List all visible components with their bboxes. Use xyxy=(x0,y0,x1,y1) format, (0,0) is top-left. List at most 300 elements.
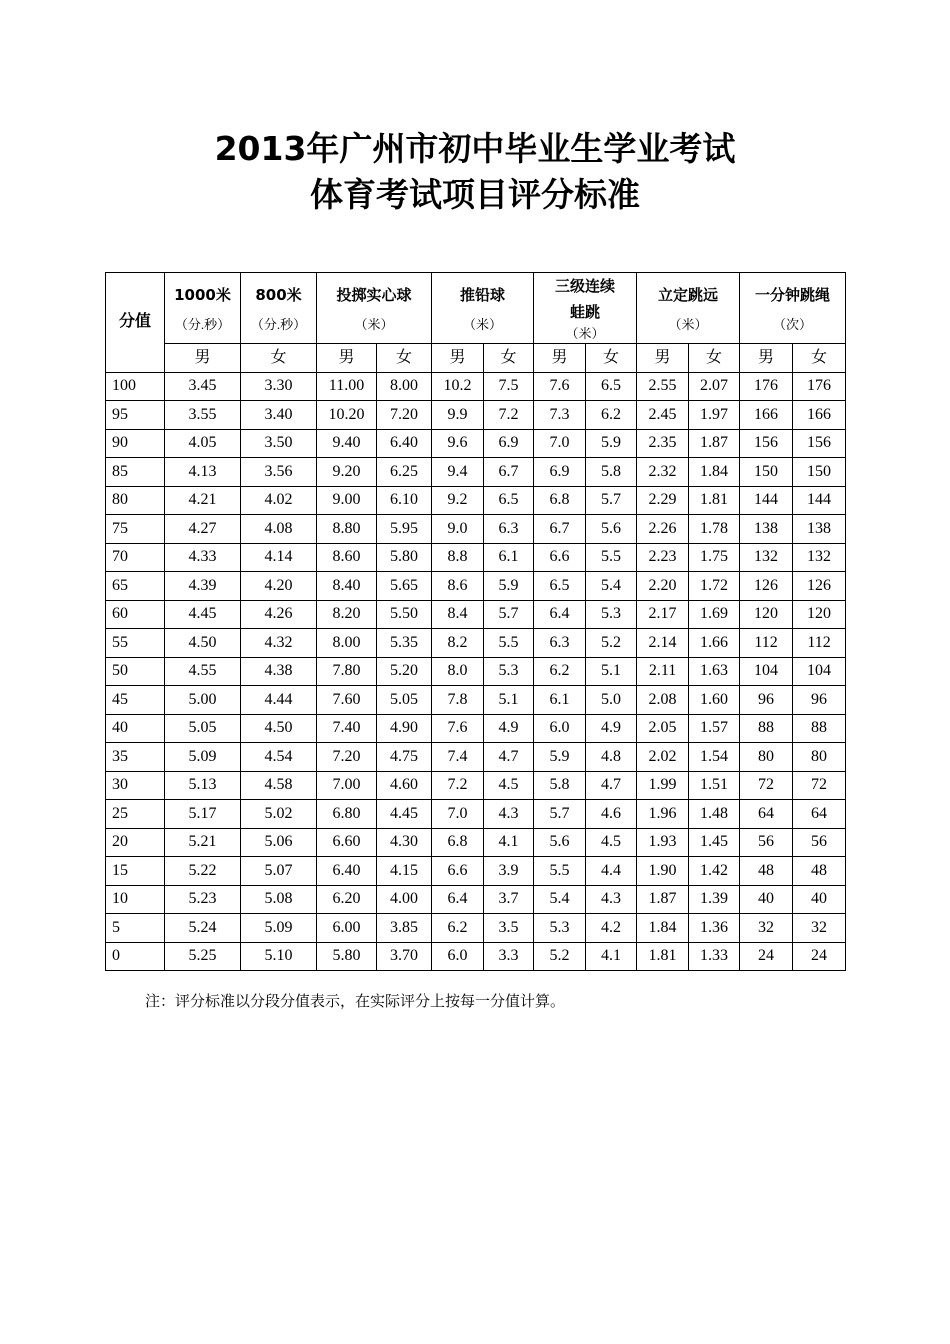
standard-value-cell: 1.87 xyxy=(689,429,740,458)
standard-value-cell: 4.27 xyxy=(165,515,241,544)
standard-value-cell: 4.3 xyxy=(484,800,534,829)
standard-value-cell: 6.8 xyxy=(534,486,586,515)
standard-value-cell: 4.39 xyxy=(165,572,241,601)
standard-value-cell: 138 xyxy=(740,515,793,544)
standard-value-cell: 4.8 xyxy=(586,743,637,772)
standard-value-cell: 5.05 xyxy=(165,714,241,743)
standard-value-cell: 4.7 xyxy=(484,743,534,772)
standard-value-cell: 5.5 xyxy=(586,543,637,572)
standard-value-cell: 2.17 xyxy=(637,600,689,629)
standard-value-cell: 1.42 xyxy=(689,857,740,886)
standard-value-cell: 4.32 xyxy=(241,629,317,658)
standard-value-cell: 11.00 xyxy=(317,372,377,401)
standard-value-cell: 1.57 xyxy=(689,714,740,743)
standard-value-cell: 4.4 xyxy=(586,857,637,886)
standard-value-cell: 112 xyxy=(740,629,793,658)
standard-value-cell: 4.54 xyxy=(241,743,317,772)
standard-value-cell: 1.66 xyxy=(689,629,740,658)
standard-value-cell: 126 xyxy=(793,572,846,601)
event-name: 投掷实心球 xyxy=(336,286,412,304)
score-value-cell: 80 xyxy=(106,486,165,515)
gender-row xyxy=(106,344,846,373)
standard-value-cell: 6.3 xyxy=(534,629,586,658)
table-row xyxy=(106,429,846,458)
standard-value-cell: 48 xyxy=(740,857,793,886)
score-table-body xyxy=(106,372,846,971)
standard-value-cell: 8.8 xyxy=(432,543,484,572)
standard-value-cell: 6.0 xyxy=(432,942,484,971)
standard-value-cell: 40 xyxy=(740,885,793,914)
standard-value-cell: 150 xyxy=(740,458,793,487)
standard-value-cell: 1.96 xyxy=(637,800,689,829)
score-value-cell: 30 xyxy=(106,771,165,800)
standard-value-cell: 9.40 xyxy=(317,429,377,458)
header-1000m xyxy=(165,273,241,344)
standard-value-cell: 4.38 xyxy=(241,657,317,686)
standard-value-cell: 3.56 xyxy=(241,458,317,487)
header-triple-frog-jump xyxy=(534,273,637,344)
standard-value-cell: 1.69 xyxy=(689,600,740,629)
standard-value-cell: 6.3 xyxy=(484,515,534,544)
score-value-cell: 10 xyxy=(106,885,165,914)
table-row xyxy=(106,458,846,487)
event-name: 一分钟跳绳 xyxy=(755,286,831,304)
standard-value-cell: 176 xyxy=(740,372,793,401)
standard-value-cell: 6.1 xyxy=(484,543,534,572)
standard-value-cell: 5.3 xyxy=(484,657,534,686)
standard-value-cell: 132 xyxy=(793,543,846,572)
standard-value-cell: 2.32 xyxy=(637,458,689,487)
standard-value-cell: 7.2 xyxy=(484,401,534,430)
standard-value-cell: 2.23 xyxy=(637,543,689,572)
standard-value-cell: 5.35 xyxy=(377,629,432,658)
standard-value-cell: 6.40 xyxy=(317,857,377,886)
table-row xyxy=(106,942,846,971)
standard-value-cell: 48 xyxy=(793,857,846,886)
standard-value-cell: 8.20 xyxy=(317,600,377,629)
standard-value-cell: 4.75 xyxy=(377,743,432,772)
standard-value-cell: 4.2 xyxy=(586,914,637,943)
standard-value-cell: 7.00 xyxy=(317,771,377,800)
event-name: 1000米 xyxy=(174,286,231,304)
document-title xyxy=(0,126,950,218)
gender-cell: 女 xyxy=(241,344,317,373)
standard-value-cell: 1.72 xyxy=(689,572,740,601)
standard-value-cell: 3.9 xyxy=(484,857,534,886)
standard-value-cell: 10.2 xyxy=(432,372,484,401)
standard-value-cell: 4.30 xyxy=(377,828,432,857)
standard-value-cell: 10.20 xyxy=(317,401,377,430)
standard-value-cell: 4.15 xyxy=(377,857,432,886)
standard-value-cell: 6.6 xyxy=(432,857,484,886)
standard-value-cell: 1.87 xyxy=(637,885,689,914)
standard-value-cell: 5.7 xyxy=(534,800,586,829)
standard-value-cell: 5.25 xyxy=(165,942,241,971)
standard-value-cell: 8.60 xyxy=(317,543,377,572)
table-row xyxy=(106,686,846,715)
standard-value-cell: 5.8 xyxy=(534,771,586,800)
standard-value-cell: 7.5 xyxy=(484,372,534,401)
standard-value-cell: 4.14 xyxy=(241,543,317,572)
standard-value-cell: 2.29 xyxy=(637,486,689,515)
table-row xyxy=(106,572,846,601)
standard-value-cell: 8.0 xyxy=(432,657,484,686)
score-value-cell: 20 xyxy=(106,828,165,857)
header-rope-skipping xyxy=(740,273,846,344)
event-name: 立定跳远 xyxy=(658,286,719,304)
standard-value-cell: 120 xyxy=(740,600,793,629)
score-value-cell: 50 xyxy=(106,657,165,686)
standard-value-cell: 5.65 xyxy=(377,572,432,601)
event-unit: （米） xyxy=(354,317,394,332)
standard-value-cell: 1.81 xyxy=(637,942,689,971)
standard-value-cell: 24 xyxy=(793,942,846,971)
standard-value-cell: 1.54 xyxy=(689,743,740,772)
standard-value-cell: 5.21 xyxy=(165,828,241,857)
standard-value-cell: 5.8 xyxy=(586,458,637,487)
standard-value-cell: 156 xyxy=(793,429,846,458)
score-value-cell: 100 xyxy=(106,372,165,401)
standard-value-cell: 4.9 xyxy=(484,714,534,743)
standard-value-cell: 6.60 xyxy=(317,828,377,857)
table-row xyxy=(106,543,846,572)
standard-value-cell: 4.00 xyxy=(377,885,432,914)
standard-value-cell: 32 xyxy=(793,914,846,943)
standard-value-cell: 88 xyxy=(793,714,846,743)
standard-value-cell: 5.4 xyxy=(534,885,586,914)
standard-value-cell: 5.22 xyxy=(165,857,241,886)
gender-cell: 女 xyxy=(586,344,637,373)
score-value-cell: 40 xyxy=(106,714,165,743)
standard-value-cell: 6.9 xyxy=(484,429,534,458)
standard-value-cell: 80 xyxy=(740,743,793,772)
standard-value-cell: 6.9 xyxy=(534,458,586,487)
standard-value-cell: 6.8 xyxy=(432,828,484,857)
standard-value-cell: 2.26 xyxy=(637,515,689,544)
standard-value-cell: 138 xyxy=(793,515,846,544)
standard-value-cell: 5.13 xyxy=(165,771,241,800)
standard-value-cell: 2.45 xyxy=(637,401,689,430)
gender-cell: 男 xyxy=(165,344,241,373)
standard-value-cell: 4.9 xyxy=(586,714,637,743)
standard-value-cell: 6.5 xyxy=(484,486,534,515)
standard-value-cell: 5.00 xyxy=(165,686,241,715)
event-unit: （米） xyxy=(668,317,708,332)
standard-value-cell: 5.80 xyxy=(377,543,432,572)
table-row xyxy=(106,515,846,544)
table-row xyxy=(106,657,846,686)
gender-cell: 男 xyxy=(317,344,377,373)
standard-value-cell: 96 xyxy=(740,686,793,715)
event-name: 三级连续蛙跳 xyxy=(555,277,616,321)
gender-cell: 女 xyxy=(793,344,846,373)
standard-value-cell: 6.0 xyxy=(534,714,586,743)
standard-value-cell: 4.50 xyxy=(165,629,241,658)
event-unit: （分.秒） xyxy=(250,317,307,332)
score-value-cell: 55 xyxy=(106,629,165,658)
standard-value-cell: 80 xyxy=(793,743,846,772)
standard-value-cell: 1.63 xyxy=(689,657,740,686)
standard-value-cell: 4.1 xyxy=(586,942,637,971)
table-row xyxy=(106,885,846,914)
standard-value-cell: 4.90 xyxy=(377,714,432,743)
score-value-cell: 65 xyxy=(106,572,165,601)
table-row xyxy=(106,857,846,886)
standard-value-cell: 2.08 xyxy=(637,686,689,715)
standard-value-cell: 5.24 xyxy=(165,914,241,943)
standard-value-cell: 2.20 xyxy=(637,572,689,601)
standard-value-cell: 7.6 xyxy=(432,714,484,743)
standard-value-cell: 5.08 xyxy=(241,885,317,914)
standard-value-cell: 7.20 xyxy=(377,401,432,430)
standard-value-cell: 64 xyxy=(740,800,793,829)
gender-cell: 男 xyxy=(432,344,484,373)
standard-value-cell: 4.5 xyxy=(484,771,534,800)
standard-value-cell: 1.60 xyxy=(689,686,740,715)
standard-value-cell: 7.8 xyxy=(432,686,484,715)
standard-value-cell: 5.1 xyxy=(586,657,637,686)
standard-value-cell: 2.55 xyxy=(637,372,689,401)
standard-value-cell: 5.0 xyxy=(586,686,637,715)
standard-value-cell: 8.6 xyxy=(432,572,484,601)
gender-cell: 女 xyxy=(484,344,534,373)
standard-value-cell: 4.1 xyxy=(484,828,534,857)
standard-value-cell: 7.80 xyxy=(317,657,377,686)
standard-value-cell: 6.2 xyxy=(432,914,484,943)
standard-value-cell: 2.07 xyxy=(689,372,740,401)
standard-value-cell: 5.80 xyxy=(317,942,377,971)
standard-value-cell: 6.4 xyxy=(432,885,484,914)
table-row xyxy=(106,629,846,658)
standard-value-cell: 7.40 xyxy=(317,714,377,743)
standard-value-cell: 4.13 xyxy=(165,458,241,487)
standard-value-cell: 5.5 xyxy=(484,629,534,658)
standard-value-cell: 1.36 xyxy=(689,914,740,943)
standard-value-cell: 144 xyxy=(793,486,846,515)
standard-value-cell: 104 xyxy=(740,657,793,686)
standard-value-cell: 7.20 xyxy=(317,743,377,772)
standard-value-cell: 4.08 xyxy=(241,515,317,544)
standard-value-cell: 3.50 xyxy=(241,429,317,458)
standard-value-cell: 3.45 xyxy=(165,372,241,401)
gender-cell: 男 xyxy=(740,344,793,373)
standard-value-cell: 6.00 xyxy=(317,914,377,943)
standard-value-cell: 9.2 xyxy=(432,486,484,515)
score-value-cell: 5 xyxy=(106,914,165,943)
standard-value-cell: 40 xyxy=(793,885,846,914)
standard-value-cell: 166 xyxy=(793,401,846,430)
standard-value-cell: 3.30 xyxy=(241,372,317,401)
standard-value-cell: 1.78 xyxy=(689,515,740,544)
standard-value-cell: 3.3 xyxy=(484,942,534,971)
standard-value-cell: 4.5 xyxy=(586,828,637,857)
standard-value-cell: 4.45 xyxy=(165,600,241,629)
standard-value-cell: 4.45 xyxy=(377,800,432,829)
standard-value-cell: 5.50 xyxy=(377,600,432,629)
standard-value-cell: 5.3 xyxy=(534,914,586,943)
standard-value-cell: 8.40 xyxy=(317,572,377,601)
standard-value-cell: 104 xyxy=(793,657,846,686)
standard-value-cell: 8.80 xyxy=(317,515,377,544)
header-800m xyxy=(241,273,317,344)
gender-cell: 男 xyxy=(637,344,689,373)
standard-value-cell: 5.3 xyxy=(586,600,637,629)
event-unit: （米） xyxy=(565,326,605,341)
standard-value-cell: 5.95 xyxy=(377,515,432,544)
standard-value-cell: 4.55 xyxy=(165,657,241,686)
standard-value-cell: 56 xyxy=(740,828,793,857)
event-unit: （米） xyxy=(463,317,503,332)
standard-value-cell: 96 xyxy=(793,686,846,715)
header-shot-put xyxy=(432,273,534,344)
table-row xyxy=(106,800,846,829)
standard-value-cell: 3.55 xyxy=(165,401,241,430)
score-value-cell: 25 xyxy=(106,800,165,829)
standard-value-cell: 156 xyxy=(740,429,793,458)
standard-value-cell: 1.84 xyxy=(689,458,740,487)
event-name: 800米 xyxy=(255,286,302,304)
table-row xyxy=(106,743,846,772)
standard-value-cell: 7.0 xyxy=(432,800,484,829)
table-row xyxy=(106,914,846,943)
standard-value-cell: 1.84 xyxy=(637,914,689,943)
standard-value-cell: 9.00 xyxy=(317,486,377,515)
standard-value-cell: 6.5 xyxy=(586,372,637,401)
standard-value-cell: 7.0 xyxy=(534,429,586,458)
standard-value-cell: 2.05 xyxy=(637,714,689,743)
standard-value-cell: 4.21 xyxy=(165,486,241,515)
standard-value-cell: 6.5 xyxy=(534,572,586,601)
standard-value-cell: 4.26 xyxy=(241,600,317,629)
standard-value-cell: 5.10 xyxy=(241,942,317,971)
standard-value-cell: 4.44 xyxy=(241,686,317,715)
standard-value-cell: 3.85 xyxy=(377,914,432,943)
scoring-standard-table xyxy=(105,272,846,971)
standard-value-cell: 9.6 xyxy=(432,429,484,458)
standard-value-cell: 5.7 xyxy=(586,486,637,515)
gender-cell: 女 xyxy=(377,344,432,373)
table-row xyxy=(106,828,846,857)
standard-value-cell: 1.75 xyxy=(689,543,740,572)
standard-value-cell: 6.40 xyxy=(377,429,432,458)
standard-value-cell: 8.00 xyxy=(377,372,432,401)
standard-value-cell: 5.17 xyxy=(165,800,241,829)
standard-value-cell: 3.40 xyxy=(241,401,317,430)
standard-value-cell: 2.11 xyxy=(637,657,689,686)
standard-value-cell: 6.20 xyxy=(317,885,377,914)
standard-value-cell: 5.07 xyxy=(241,857,317,886)
standard-value-cell: 24 xyxy=(740,942,793,971)
standard-value-cell: 72 xyxy=(740,771,793,800)
table-row xyxy=(106,372,846,401)
standard-value-cell: 1.51 xyxy=(689,771,740,800)
event-name: 推铅球 xyxy=(460,286,506,304)
table-row xyxy=(106,714,846,743)
standard-value-cell: 9.9 xyxy=(432,401,484,430)
title-line-2: 体育考试项目评分标准 xyxy=(310,175,640,214)
gender-cell: 女 xyxy=(689,344,740,373)
standard-value-cell: 8.2 xyxy=(432,629,484,658)
standard-value-cell: 1.39 xyxy=(689,885,740,914)
standard-value-cell: 7.2 xyxy=(432,771,484,800)
standard-value-cell: 5.2 xyxy=(586,629,637,658)
standard-value-cell: 5.23 xyxy=(165,885,241,914)
standard-value-cell: 132 xyxy=(740,543,793,572)
standard-value-cell: 5.5 xyxy=(534,857,586,886)
standard-value-cell: 4.50 xyxy=(241,714,317,743)
standard-value-cell: 176 xyxy=(793,372,846,401)
standard-value-cell: 6.4 xyxy=(534,600,586,629)
standard-value-cell: 6.10 xyxy=(377,486,432,515)
standard-value-cell: 112 xyxy=(793,629,846,658)
table-row xyxy=(106,486,846,515)
standard-value-cell: 4.58 xyxy=(241,771,317,800)
standard-value-cell: 6.6 xyxy=(534,543,586,572)
standard-value-cell: 9.20 xyxy=(317,458,377,487)
header-standing-long-jump xyxy=(637,273,740,344)
standard-value-cell: 120 xyxy=(793,600,846,629)
standard-value-cell: 5.06 xyxy=(241,828,317,857)
standard-value-cell: 3.5 xyxy=(484,914,534,943)
standard-value-cell: 8.00 xyxy=(317,629,377,658)
standard-value-cell: 166 xyxy=(740,401,793,430)
standard-value-cell: 126 xyxy=(740,572,793,601)
score-header: 分值 xyxy=(106,273,165,373)
standard-value-cell: 150 xyxy=(793,458,846,487)
table-row xyxy=(106,600,846,629)
standard-value-cell: 1.97 xyxy=(689,401,740,430)
standard-value-cell: 1.99 xyxy=(637,771,689,800)
standard-value-cell: 7.60 xyxy=(317,686,377,715)
score-value-cell: 0 xyxy=(106,942,165,971)
standard-value-cell: 4.20 xyxy=(241,572,317,601)
standard-value-cell: 6.1 xyxy=(534,686,586,715)
standard-value-cell: 1.48 xyxy=(689,800,740,829)
standard-value-cell: 4.7 xyxy=(586,771,637,800)
standard-value-cell: 9.4 xyxy=(432,458,484,487)
standard-value-cell: 4.60 xyxy=(377,771,432,800)
standard-value-cell: 7.4 xyxy=(432,743,484,772)
standard-value-cell: 8.4 xyxy=(432,600,484,629)
table-row xyxy=(106,771,846,800)
standard-value-cell: 4.3 xyxy=(586,885,637,914)
score-value-cell: 85 xyxy=(106,458,165,487)
score-value-cell: 70 xyxy=(106,543,165,572)
standard-value-cell: 5.2 xyxy=(534,942,586,971)
standard-value-cell: 9.0 xyxy=(432,515,484,544)
standard-value-cell: 5.7 xyxy=(484,600,534,629)
standard-value-cell: 5.09 xyxy=(165,743,241,772)
standard-value-cell: 5.4 xyxy=(586,572,637,601)
standard-value-cell: 2.35 xyxy=(637,429,689,458)
header-row xyxy=(106,273,846,344)
standard-value-cell: 4.05 xyxy=(165,429,241,458)
table-row xyxy=(106,401,846,430)
standard-value-cell: 5.20 xyxy=(377,657,432,686)
standard-value-cell: 1.90 xyxy=(637,857,689,886)
standard-value-cell: 4.02 xyxy=(241,486,317,515)
standard-value-cell: 1.93 xyxy=(637,828,689,857)
title-line-1: 2013年广州市初中毕业生学业考试 xyxy=(214,129,736,168)
standard-value-cell: 2.02 xyxy=(637,743,689,772)
standard-value-cell: 5.6 xyxy=(586,515,637,544)
standard-value-cell: 4.6 xyxy=(586,800,637,829)
standard-value-cell: 32 xyxy=(740,914,793,943)
standard-value-cell: 1.33 xyxy=(689,942,740,971)
standard-value-cell: 4.33 xyxy=(165,543,241,572)
event-unit: （分.秒） xyxy=(174,317,231,332)
standard-value-cell: 5.05 xyxy=(377,686,432,715)
